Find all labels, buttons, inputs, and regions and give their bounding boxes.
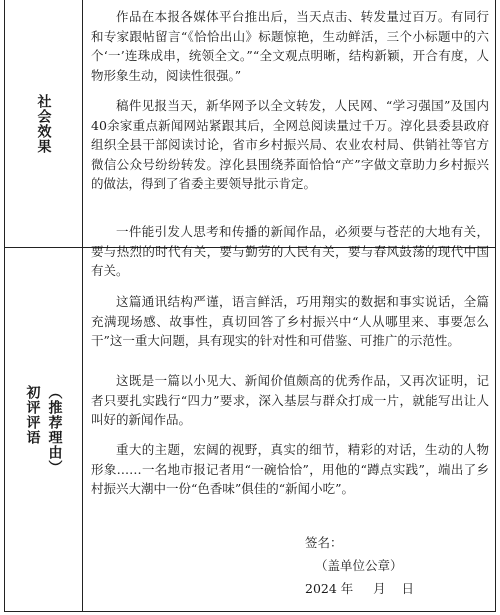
recommendation-label-line2: 初评评语 bbox=[24, 384, 41, 445]
social-effect-paragraph: 稿件见报当天，新华网予以全文转发，人民网、“学习强国”及国内40余家重点新闻网站紧跟其后，全网总阅读量过千万。淳化县委县政府组织全县干部阅读讨论，省市乡村振兴局、农业农村局、供销社等官方微信公众号纷纷转发。淳化县围绕荞面恰恰“产”字做文章助力乡村振兴的做法，得到了省委主要领导批示肯定。 bbox=[91, 98, 489, 191]
recommendation-paragraph: 这篇通讯结构严谨，语言鲜活，巧用翔实的数据和事实说话，全篇充满现场感、故事性，真切回答了乡村振兴中“人从哪里来、事要怎么干”这一重大问题，具有现实的针对性和可借鉴、可推广的示范性。 bbox=[91, 294, 489, 348]
evaluation-table bbox=[4, 0, 496, 612]
social-effect-label: 社会效果 bbox=[35, 93, 52, 154]
recommendation-row bbox=[5, 224, 495, 611]
recommendation-label-cell bbox=[5, 248, 83, 611]
recommendation-content bbox=[83, 224, 495, 611]
signature-label: 签名： bbox=[305, 535, 343, 550]
date-line: 2024 年 月 日 bbox=[305, 581, 415, 596]
recommendation-paragraph: 这既是一篇以小见大、新闻价值颇高的优秀作品，又再次证明，记者只要扎实践行“四力”要求，深入基层与群众打成一片，就能写出让人叫好的新闻作品。 bbox=[91, 373, 489, 427]
social-effect-paragraph: 作品在本报各媒体平台推出后，当天点击、转发量过百万。有同行和专家跟帖留言“《恰恰出山》标题惊艳，生动鲜活，三个小标题中的六个‘一’连珠成串，统领全文。”“全文观点明晰，结构新颖，开合有度，人物形象生动，阅读性很强。” bbox=[91, 9, 489, 83]
recommendation-label bbox=[23, 385, 65, 475]
seal-note: （盖单位公章） bbox=[315, 558, 403, 573]
social-effect-content bbox=[83, 0, 495, 247]
social-effect-label-cell bbox=[5, 0, 83, 247]
social-effect-row bbox=[5, 0, 495, 248]
recommendation-paragraph: 一件能引发人思考和传播的新闻作品，必须要与苍茫的大地有关，要与热烈的时代有关，要与勤劳的人民有关，要与春风鼓荡的现代中国有关。 bbox=[91, 224, 489, 278]
recommendation-paragraph: 重大的主题，宏阔的视野，真实的细节，精彩的对话，生动的人物形象……一名地市报记者用“一碗恰恰”，用他的“蹲点实践”，端出了乡村振兴大潮中一份“色香味”俱佳的“新闻小吃”。 bbox=[91, 442, 489, 496]
recommendation-label-line1: （推荐理由） bbox=[46, 384, 63, 475]
